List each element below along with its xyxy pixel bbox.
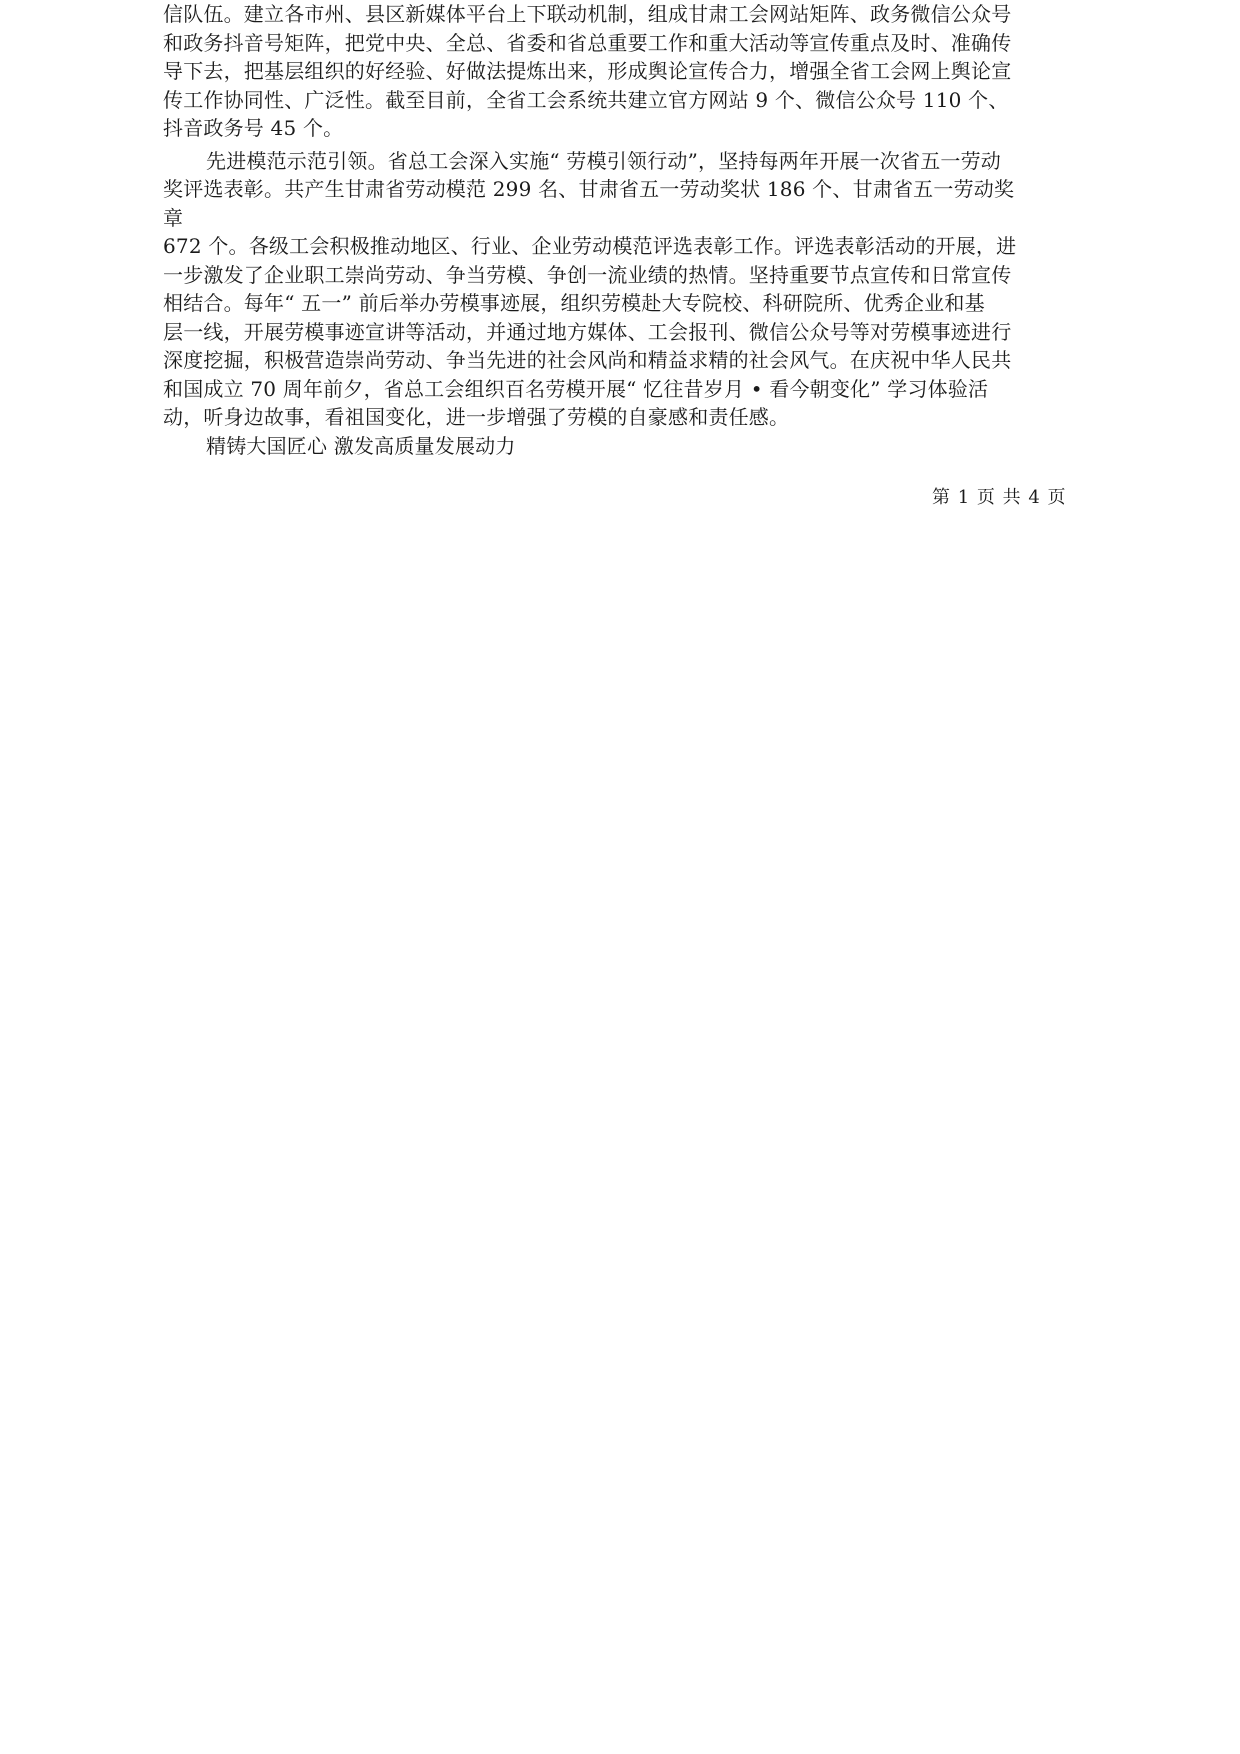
text-line: 层一线，开展劳模事迹宣讲等活动，并通过地方媒体、工会报刊、微信公众号等对劳模事迹进行 [163, 319, 1012, 344]
page-number-footer: 第 1 页 共 4 页 [932, 487, 1067, 508]
text-line: 奖评选表彰。共产生甘肃省劳动模范 299 名、甘肃省五一劳动奖状 186 个、甘肃省五一劳动奖 [163, 177, 1015, 201]
text-line: 一步激发了企业职工崇尚劳动、争当劳模、争创一流业绩的热情。坚持重要节点宣传和日常宣传 [163, 262, 1012, 287]
text-line: 先进模范示范引领。省总工会深入实施“ 劳模引领行动”，坚持每两年开展一次省五一劳动 [206, 148, 1002, 173]
paragraph-media-matrix [163, 0, 1088, 143]
text-line: 和国成立 70 周年前夕，省总工会组织百名劳模开展“ 忆往昔岁月 • 看今朝变化” 学习体验活 [163, 376, 989, 401]
text-line: 和政务抖音号矩阵，把党中央、全总、省委和省总重要工作和重大活动等宣传重点及时、准确传 [163, 30, 1012, 55]
text-line: 672 个。各级工会积极推动地区、行业、企业劳动模范评选表彰工作。评选表彰活动的开展，进 [163, 234, 1017, 258]
document-body [163, 0, 1088, 460]
text-line: 信队伍。建立各市州、县区新媒体平台上下联动机制，组成甘肃工会网站矩阵、政务微信公众号 [163, 2, 1012, 26]
text-line: 导下去，把基层组织的好经验、好做法提炼出来，形成舆论宣传合力，增强全省工会网上舆论宣 [163, 59, 1012, 83]
paragraph-model-workers [163, 147, 1088, 432]
text-line: 抖音政务号 45 个。 [163, 116, 344, 140]
text-line: 相结合。每年“ 五一” 前后举办劳模事迹展，组织劳模赴大专院校、科研院所、优秀企业和基 [163, 291, 985, 315]
text-line: 深度挖掘，积极营造崇尚劳动、争当先进的社会风尚和精益求精的社会风气。在庆祝中华人民共 [163, 348, 1012, 372]
section-heading: 精铸大国匠心 激发高质量发展动力 [206, 433, 516, 458]
text-line: 传工作协同性、广泛性。截至目前，全省工会系统共建立官方网站 9 个、微信公众号 110 个、 [163, 87, 1009, 112]
text-line: 动，听身边故事，看祖国变化，进一步增强了劳模的自豪感和责任感。 [163, 405, 790, 429]
text-line: 章 [163, 205, 184, 230]
